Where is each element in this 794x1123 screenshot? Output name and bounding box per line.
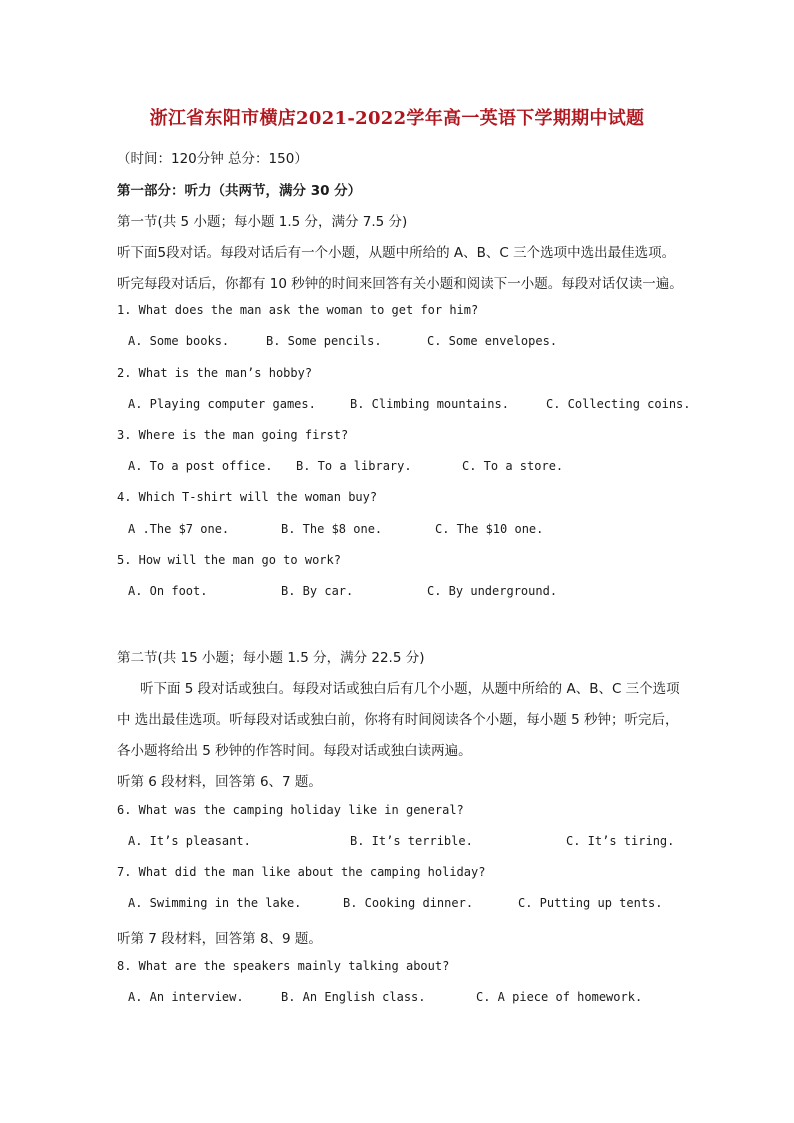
- option-a: A. It’s pleasant.: [128, 834, 251, 848]
- option-c: C. Collecting coins.: [546, 397, 691, 411]
- option-b: B. Cooking dinner.: [343, 896, 474, 910]
- option-a: A. On foot.: [128, 584, 208, 598]
- option-a: A. Playing computer games.: [128, 397, 316, 411]
- section1-instruction: 听完每段对话后，你都有 10 秒钟的时间来回答有关小题和阅读下一小题。每段对话仅读一遍。: [117, 276, 683, 292]
- section1-heading: 第一节(共 5 小题；每小题 1.5 分，满分 7.5 分): [117, 214, 408, 230]
- question-text: 5. How will the man go to work?: [117, 553, 341, 567]
- option-c: C. A piece of homework.: [476, 990, 643, 1004]
- option-c: C. The $10 one.: [435, 522, 544, 536]
- option-a: A. To a post office.: [128, 459, 273, 473]
- section2-instruction: 听下面 5 段对话或独白。每段对话或独白后有几个小题，从题中所给的 A、B、C 三个选项: [140, 681, 680, 697]
- section2-instruction: 中 选出最佳选项。听每段对话或独白前，你将有时间阅读各个小题，每小题 5 秒钟；听完后，: [117, 712, 679, 728]
- option-c: C. To a store.: [462, 459, 564, 473]
- option-c: C. It’s tiring.: [566, 834, 675, 848]
- part1-heading: 第一部分：听力（共两节，满分 30 分）: [117, 183, 362, 199]
- option-c: C. Some envelopes.: [427, 334, 558, 348]
- page-title: 浙江省东阳市横店2021-2022学年高一英语下学期期中试题: [149, 108, 645, 129]
- question-text: 7. What did the man like about the camping holiday?: [117, 865, 486, 879]
- option-b: B. Climbing mountains.: [350, 397, 509, 411]
- material-note: 听第 7 段材料，回答第 8、9 题。: [117, 931, 322, 947]
- section2-heading: 第二节(共 15 小题；每小题 1.5 分，满分 22.5 分): [117, 650, 425, 666]
- option-b: B. By car.: [281, 584, 354, 598]
- option-c: C. Putting up tents.: [518, 896, 663, 910]
- option-a: A .The $7 one.: [128, 522, 230, 536]
- question-text: 2. What is the man’s hobby?: [117, 366, 313, 380]
- exam-meta: （时间：120分钟 总分：150）: [117, 151, 308, 167]
- section2-instruction: 各小题将给出 5 秒钟的作答时间。每段对话或独白读两遍。: [117, 743, 472, 759]
- option-a: A. Swimming in the lake.: [128, 896, 302, 910]
- option-c: C. By underground.: [427, 584, 558, 598]
- material-note: 听第 6 段材料，回答第 6、7 题。: [117, 774, 322, 790]
- question-text: 3. Where is the man going first?: [117, 428, 349, 442]
- option-b: B. The $8 one.: [281, 522, 383, 536]
- option-b: B. Some pencils.: [266, 334, 382, 348]
- option-b: B. To a library.: [296, 459, 412, 473]
- question-text: 1. What does the man ask the woman to get for him?: [117, 303, 479, 317]
- question-text: 6. What was the camping holiday like in general?: [117, 803, 464, 817]
- question-text: 8. What are the speakers mainly talking about?: [117, 959, 450, 973]
- option-b: B. An English class.: [281, 990, 426, 1004]
- option-b: B. It’s terrible.: [350, 834, 473, 848]
- option-a: A. An interview.: [128, 990, 244, 1004]
- section1-instruction: 听下面5段对话。每段对话后有一个小题，从题中所给的 A、B、C 三个选项中选出最佳选项。: [117, 245, 676, 261]
- question-text: 4. Which T-shirt will the woman buy?: [117, 490, 378, 504]
- option-a: A. Some books.: [128, 334, 230, 348]
